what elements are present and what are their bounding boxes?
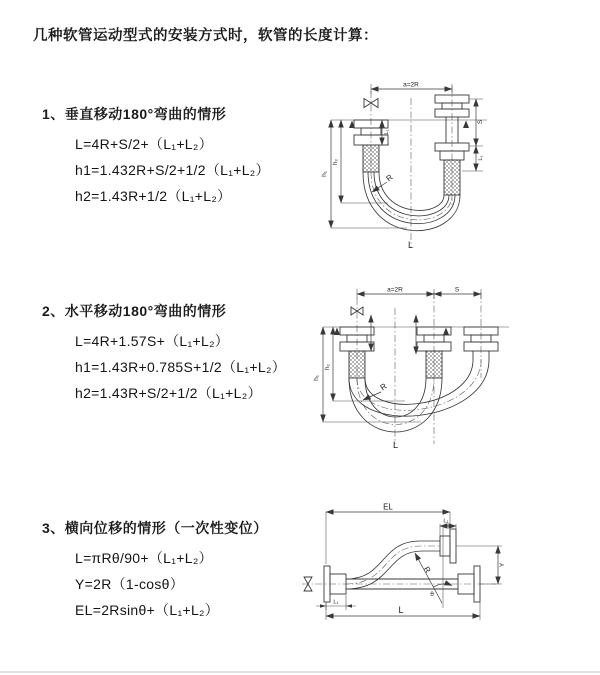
dim-label-h1: h₁ xyxy=(313,375,320,381)
dimension-l1-right xyxy=(462,146,484,171)
dim-label-r: R xyxy=(421,564,433,575)
section-lateral-displacement xyxy=(42,518,268,623)
radius-annotation xyxy=(372,173,395,192)
dim-label-h2: h₂ xyxy=(324,363,331,371)
dim-label-h2: h₂ xyxy=(332,158,339,166)
dim-label-el: EL xyxy=(383,502,393,512)
formula-h1: h1=1.43R+0.785S+1/2（L₁+L₂） xyxy=(75,359,286,375)
formula-l: L=πRθ/90+（L₁+L₂） xyxy=(75,550,213,566)
diagram-lateral-displacement xyxy=(298,498,590,650)
hose-u-bend-moved xyxy=(349,359,489,416)
dim-label-s: S xyxy=(477,119,484,125)
dimension-s xyxy=(469,99,484,146)
right-flange-lower xyxy=(435,143,469,195)
dim-label-theta: θ xyxy=(430,591,434,598)
dim-label-r: R xyxy=(378,381,389,393)
dimension-a-2r xyxy=(357,287,434,300)
dimension-l1-bottom xyxy=(316,595,356,610)
centerlines xyxy=(371,86,452,248)
dimension-l1-top xyxy=(440,519,456,537)
raised-flange xyxy=(440,529,456,563)
dimension-s xyxy=(434,287,481,300)
formula-y: Y=2R（1-cosθ） xyxy=(75,576,185,592)
section-3-formulas xyxy=(75,545,268,623)
hose-s-curve xyxy=(346,541,440,589)
formula-l: L=4R+S/2+（L₁+L₂） xyxy=(75,136,213,152)
page-bottom-edge xyxy=(0,671,600,673)
radius-annotation xyxy=(415,553,442,603)
hose-centerline xyxy=(346,546,440,584)
formula-h2: h2=1.43R+1/2（L₁+L₂） xyxy=(75,188,232,204)
section-2-formulas xyxy=(75,328,286,406)
level-arrows xyxy=(349,121,469,129)
dim-label-s: S xyxy=(454,286,460,294)
page-title: 几种软管运动型式的安装方式时，软管的长度计算： xyxy=(33,28,378,44)
formula-h1: h1=1.432R+S/2+1/2（L₁+L₂） xyxy=(75,162,270,178)
dim-label-l1: L₁ xyxy=(478,155,484,161)
section-3-heading: 3、横向位移的情形（一次性变位） xyxy=(42,520,268,536)
fitting-length-marks xyxy=(371,315,416,354)
dim-label-a2r: a=2R xyxy=(403,81,419,89)
dim-label-l1: L₁ xyxy=(443,518,449,525)
level-arrows xyxy=(334,328,449,336)
section-1-heading: 1、垂直移动180°弯曲的情形 xyxy=(42,106,227,122)
left-flange xyxy=(354,120,388,172)
diagram-vertical-180-bend xyxy=(308,76,590,256)
dimension-h1 xyxy=(321,120,407,228)
centerlines xyxy=(357,292,481,444)
dim-label-a2r: a=2R xyxy=(387,286,403,294)
dim-label-y: Y xyxy=(499,562,506,568)
left-flange xyxy=(340,327,374,378)
dimension-l1-left xyxy=(371,120,390,145)
formula-h2: h2=1.43R+S/2+1/2（L₁+L₂） xyxy=(75,385,262,401)
dim-label-l1: L₁ xyxy=(384,129,390,135)
dimension-l xyxy=(326,599,480,620)
dim-label-h1: h₁ xyxy=(321,171,328,177)
dim-label-r: R xyxy=(384,172,395,184)
dim-label-l: L xyxy=(398,605,404,615)
dimension-h2 xyxy=(332,120,388,203)
diagram-horizontal-180-bend xyxy=(308,282,590,457)
angle-annotation xyxy=(430,584,452,598)
formula-el: EL=2Rsinθ+（L₁+L₂） xyxy=(75,602,220,618)
section-2-heading: 2、水平移动180°弯曲的情形 xyxy=(42,303,227,319)
hose-centerline xyxy=(371,172,452,220)
section-horizontal-movement xyxy=(42,301,286,406)
section-1-formulas xyxy=(75,131,270,209)
dimension-a-2r xyxy=(371,82,452,95)
dim-label-l: L xyxy=(393,440,399,450)
section-vertical-movement xyxy=(42,104,270,209)
dim-label-l1: L₁ xyxy=(333,599,339,606)
dim-label-l: L xyxy=(408,240,414,250)
formula-l: L=4R+1.57S+（L₁+L₂） xyxy=(75,333,230,349)
dimension-y xyxy=(456,546,506,584)
